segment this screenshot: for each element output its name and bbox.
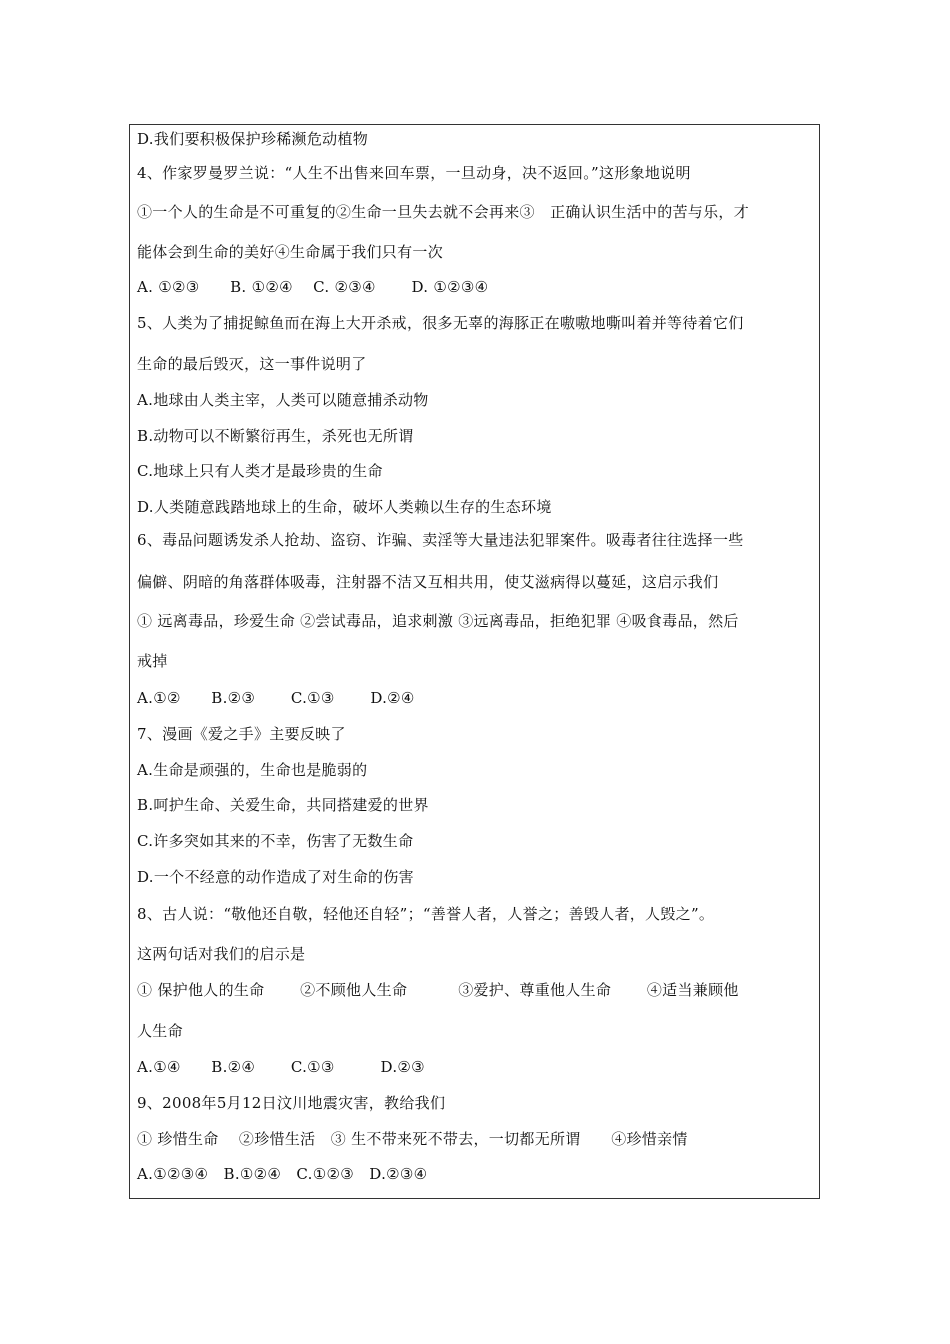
text-line: ①一个人的生命是不可重复的②生命一旦失去就不会再来③ 正确认识生活中的苦与乐，才	[137, 203, 750, 221]
text-line: 这两句话对我们的启示是	[137, 945, 306, 963]
text-line: 5、人类为了捕捉鲸鱼而在海上大开杀戒，很多无辜的海豚正在嗷嗷地嘶叫着并等待着它们	[137, 314, 744, 332]
text-line: B.呵护生命、关爱生命，共同搭建爱的世界	[137, 796, 429, 814]
text-line: C.地球上只有人类才是最珍贵的生命	[137, 462, 383, 480]
text-line: D.一个不经意的动作造成了对生命的伤害	[137, 868, 414, 886]
text-line: ① 珍惜生命 ②珍惜生活 ③ 生不带来死不带去，一切都无所谓 ④珍惜亲情	[137, 1130, 688, 1148]
text-line: 6、毒品问题诱发杀人抢劫、盗窃、诈骗、卖淫等大量违法犯罪案件。吸毒者往往选择一些	[137, 531, 744, 549]
text-line: A.①② B.②③ C.①③ D.②④	[137, 689, 415, 707]
text-line: 人生命	[137, 1022, 183, 1040]
text-line: 9、2008年5月12日汶川地震灾害，教给我们	[137, 1094, 446, 1112]
text-line: 4、作家罗曼罗兰说：“人生不出售来回车票，一旦动身，决不返回。”这形象地说明	[137, 164, 691, 182]
text-line: A. ①②③ B. ①②④ C. ②③④ D. ①②③④	[137, 278, 489, 296]
text-line: C.许多突如其来的不幸，伤害了无数生命	[137, 832, 414, 850]
text-line: A.地球由人类主宰，人类可以随意捕杀动物	[137, 391, 429, 409]
text-line: ① 保护他人的生命 ②不顾他人生命 ③爱护、尊重他人生命 ④适当兼顾他	[137, 981, 739, 999]
text-line: ① 远离毒品，珍爱生命 ②尝试毒品，追求刺激 ③远离毒品，拒绝犯罪 ④吸食毒品，然后	[137, 612, 739, 630]
text-line: D.我们要积极保护珍稀濒危动植物	[137, 130, 369, 148]
text-line: A.生命是顽强的，生命也是脆弱的	[137, 761, 368, 779]
text-line: 生命的最后毁灭，这一事件说明了	[137, 355, 367, 373]
text-line: D.人类随意践踏地球上的生命，破坏人类赖以生存的生态环境	[137, 498, 552, 516]
text-line: B.动物可以不断繁衍再生，杀死也无所谓	[137, 427, 414, 445]
text-line: 8、古人说：“敬他还自敬，轻他还自轻”；“善誉人者，人誉之；善毁人者，人毁之”。	[137, 905, 715, 923]
text-line: A.①④ B.②④ C.①③ D.②③	[137, 1058, 425, 1076]
text-line: 能体会到生命的美好④生命属于我们只有一次	[137, 243, 444, 261]
text-line: 7、漫画《爱之手》主要反映了	[137, 725, 346, 743]
text-line: 戒掉	[137, 652, 168, 670]
text-line: 偏僻、阴暗的角落群体吸毒，注射器不洁又互相共用，使艾滋病得以蔓延，这启示我们	[137, 573, 719, 591]
text-line: A.①②③④ B.①②④ C.①②③ D.②③④	[137, 1165, 428, 1183]
